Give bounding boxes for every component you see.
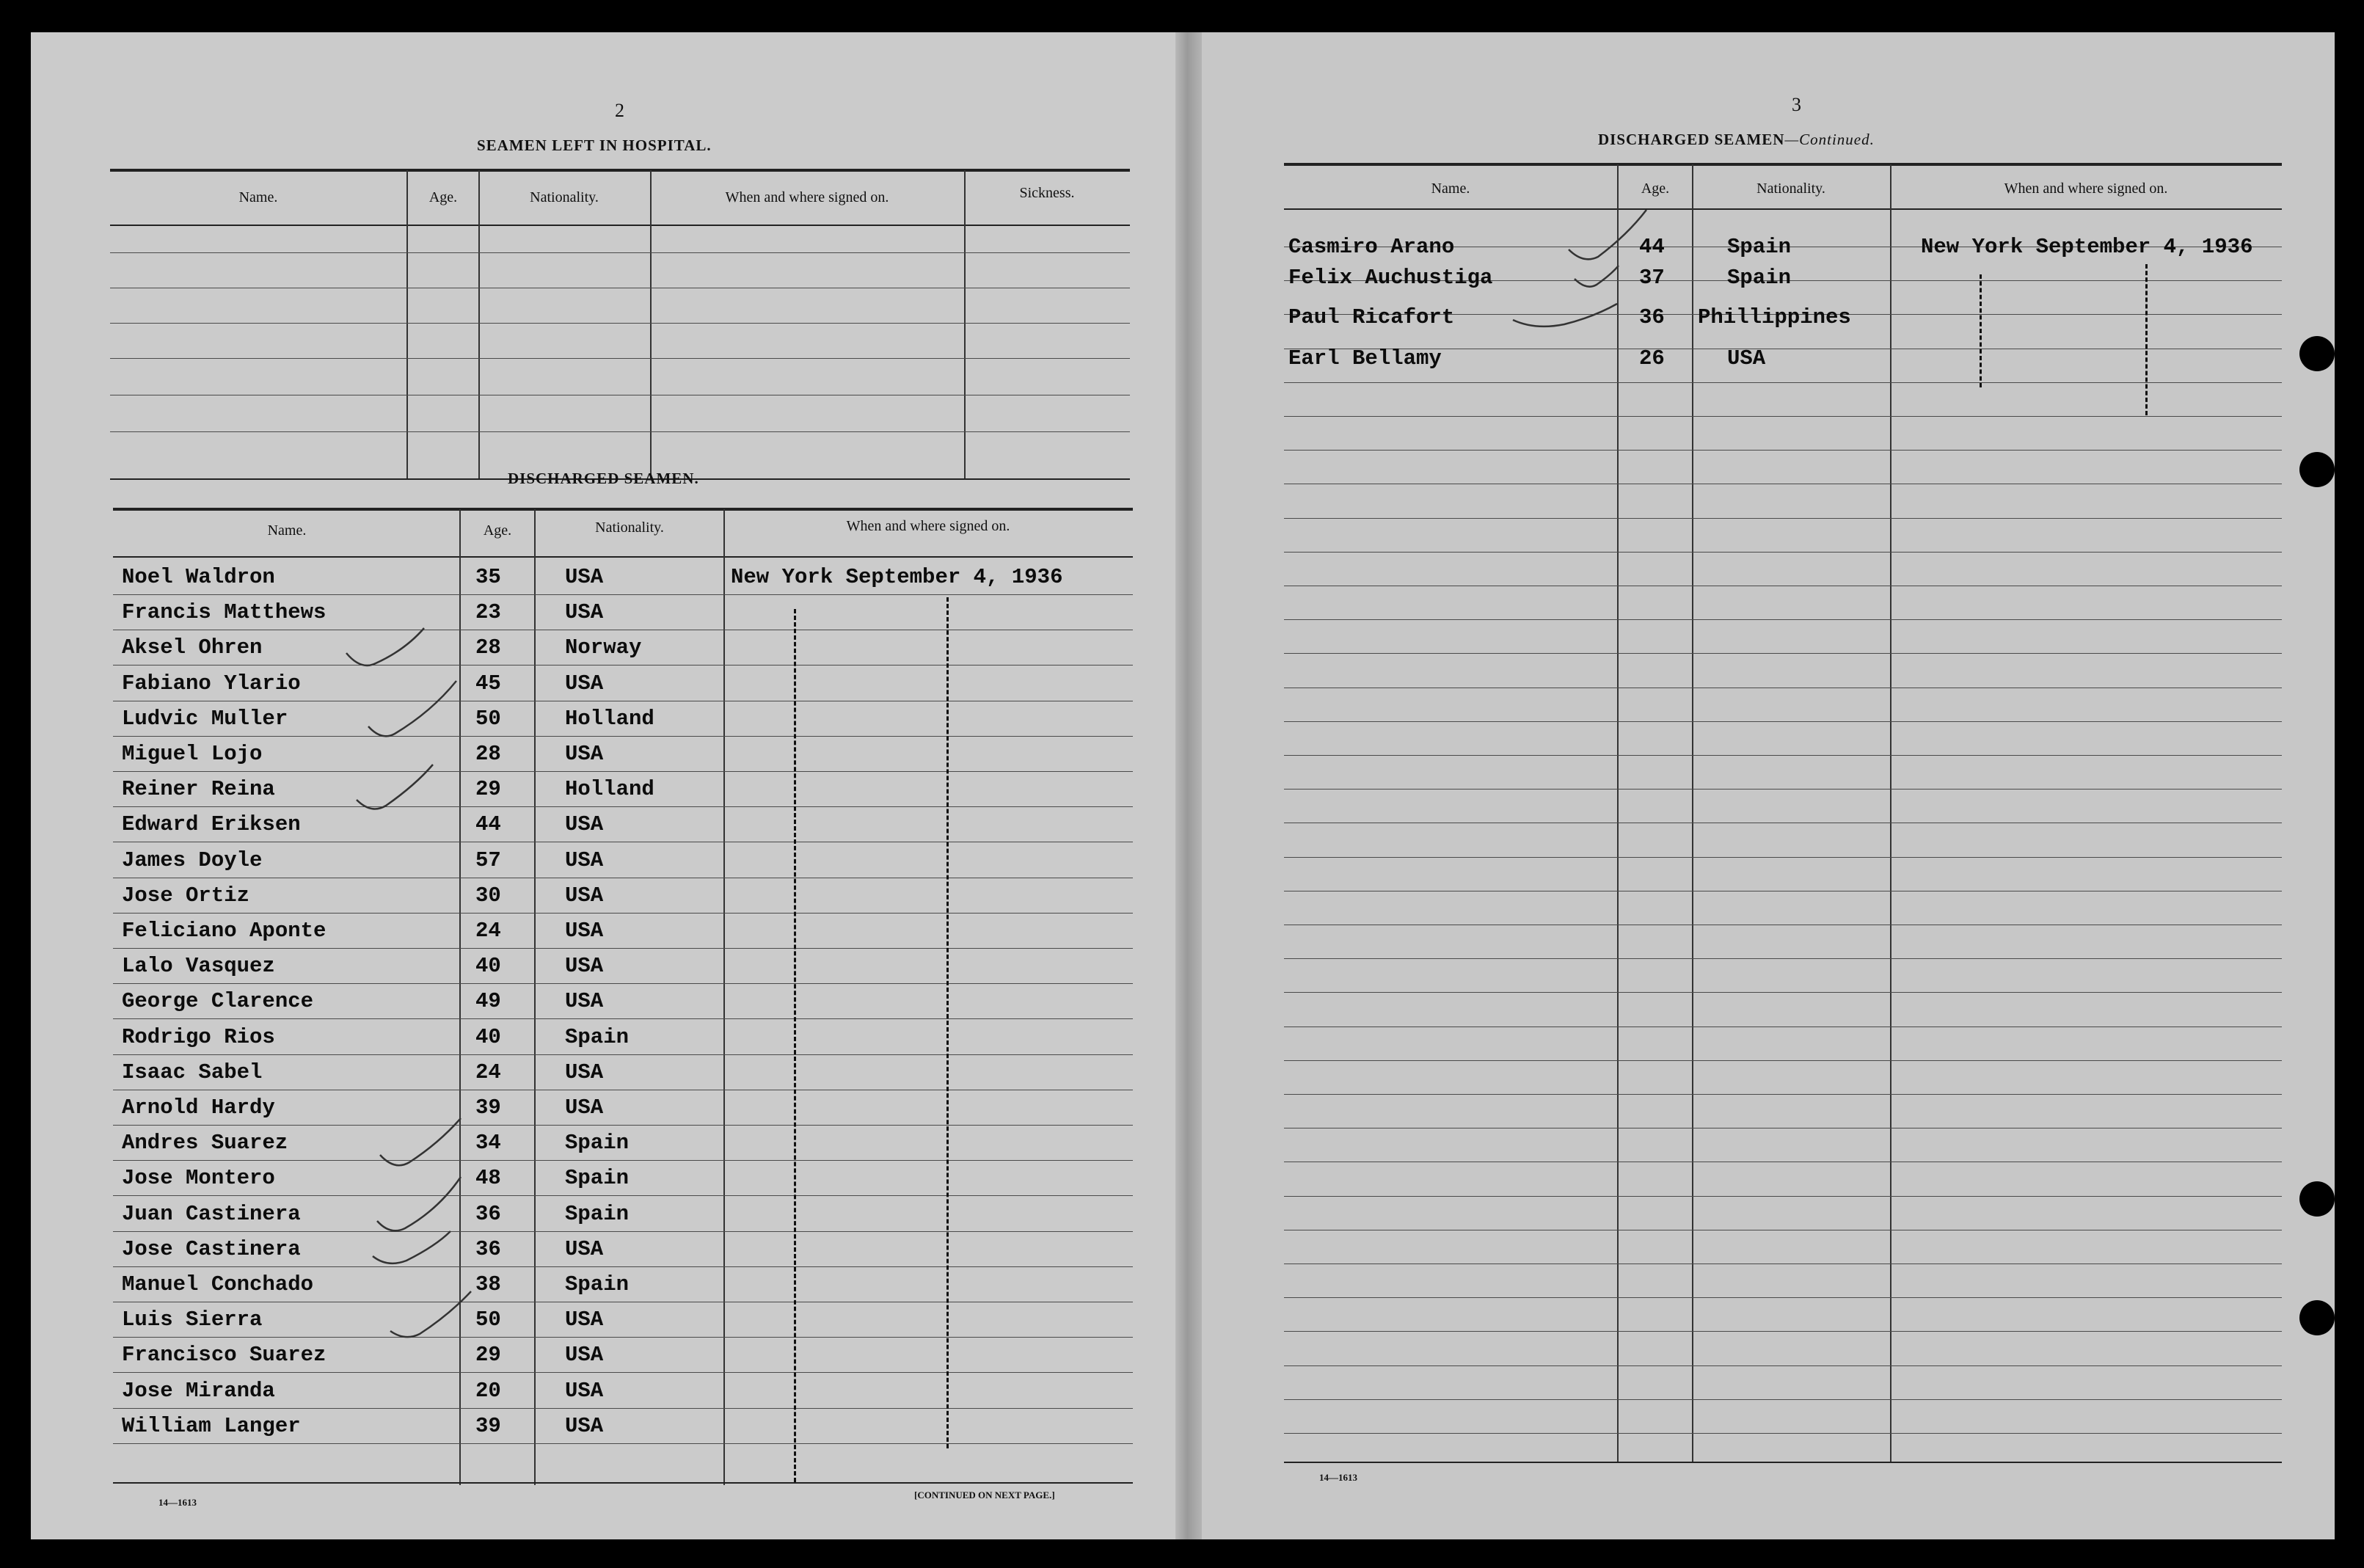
seaman-nationality: USA bbox=[565, 883, 604, 908]
discharged-col-name: Name. bbox=[267, 522, 307, 539]
seaman-age: 29 bbox=[475, 777, 501, 801]
seaman-age: 35 bbox=[475, 565, 501, 589]
seaman-name: Felix Auchustiga bbox=[1288, 266, 1493, 290]
seaman-name: Andres Suarez bbox=[122, 1131, 288, 1155]
hospital-col-sickness: Sickness. bbox=[1019, 185, 1075, 201]
hospital-section-title: SEAMEN LEFT IN HOSPITAL. bbox=[477, 136, 712, 154]
seaman-name: George Clarence bbox=[122, 989, 314, 1013]
seaman-name: Arnold Hardy bbox=[122, 1095, 275, 1120]
right-page-number: 3 bbox=[1792, 94, 1801, 115]
binder-hole bbox=[2299, 1181, 2335, 1217]
seaman-nationality: USA bbox=[565, 848, 604, 872]
seaman-age: 39 bbox=[475, 1414, 501, 1438]
right-form-number: 14—1613 bbox=[1319, 1472, 1357, 1483]
seaman-nationality: USA bbox=[565, 1379, 604, 1403]
seaman-name: Aksel Ohren bbox=[122, 635, 263, 660]
seaman-age: 39 bbox=[475, 1095, 501, 1120]
signed-on-entry: New York September 4, 1936 bbox=[731, 565, 1063, 589]
seaman-name: Francisco Suarez bbox=[122, 1343, 326, 1367]
seaman-nationality: Spain bbox=[1727, 266, 1792, 290]
right-col-nationality: Nationality. bbox=[1756, 180, 1825, 197]
seaman-name: Jose Castinera bbox=[122, 1237, 301, 1261]
seaman-age: 45 bbox=[475, 671, 501, 696]
seaman-name: Paul Ricafort bbox=[1288, 305, 1455, 329]
right-col-age: Age. bbox=[1641, 180, 1670, 197]
seaman-age: 50 bbox=[475, 1308, 501, 1332]
seaman-nationality: Spain bbox=[565, 1166, 630, 1190]
seaman-name: James Doyle bbox=[122, 848, 263, 872]
seaman-nationality: Holland bbox=[565, 777, 654, 801]
seaman-age: 26 bbox=[1639, 346, 1665, 371]
seaman-age: 44 bbox=[475, 812, 501, 836]
seaman-age: 23 bbox=[475, 600, 501, 624]
right-page bbox=[1202, 32, 2335, 1539]
left-page-number: 2 bbox=[615, 100, 624, 121]
seaman-nationality: Holland bbox=[565, 707, 654, 731]
seaman-nationality: USA bbox=[565, 954, 604, 978]
right-signed-on-entry: New York September 4, 1936 bbox=[1921, 235, 2253, 259]
seaman-name: Earl Bellamy bbox=[1288, 346, 1442, 371]
seaman-nationality: USA bbox=[565, 671, 604, 696]
hospital-col-name: Name. bbox=[238, 189, 278, 205]
seaman-age: 20 bbox=[475, 1379, 501, 1403]
seaman-age: 36 bbox=[475, 1202, 501, 1226]
seaman-age: 57 bbox=[475, 848, 501, 872]
seaman-nationality: USA bbox=[565, 1060, 604, 1084]
seaman-name: Rodrigo Rios bbox=[122, 1025, 275, 1049]
seaman-age: 49 bbox=[475, 989, 501, 1013]
seaman-age: 40 bbox=[475, 1025, 501, 1049]
discharged-col-age: Age. bbox=[483, 522, 512, 539]
seaman-nationality: USA bbox=[565, 1414, 604, 1438]
right-col-signed-on: When and where signed on. bbox=[2004, 180, 2168, 197]
seaman-age: 28 bbox=[475, 742, 501, 766]
manifest-sheet bbox=[31, 32, 2335, 1539]
seaman-nationality: USA bbox=[565, 989, 604, 1013]
discharged-col-signed-on: When and where signed on. bbox=[846, 518, 1010, 534]
seaman-nationality: USA bbox=[565, 1237, 604, 1261]
binder-hole bbox=[2299, 336, 2335, 371]
seaman-name: Feliciano Aponte bbox=[122, 919, 326, 943]
seaman-name: Edward Eriksen bbox=[122, 812, 301, 836]
seaman-nationality: Spain bbox=[565, 1272, 630, 1297]
seaman-name: Noel Waldron bbox=[122, 565, 275, 589]
seaman-nationality: Spain bbox=[1727, 235, 1792, 259]
right-section-title-text: DISCHARGED SEAMEN bbox=[1598, 131, 1785, 148]
seaman-age: 36 bbox=[1639, 305, 1665, 329]
seaman-nationality: Spain bbox=[565, 1025, 630, 1049]
seaman-name: Ludvic Muller bbox=[122, 707, 288, 731]
seaman-nationality: Phillippines bbox=[1698, 305, 1851, 329]
right-section-title-suffix: —Continued. bbox=[1784, 131, 1875, 148]
seaman-nationality: USA bbox=[565, 1343, 604, 1367]
seaman-nationality: USA bbox=[565, 919, 604, 943]
seaman-nationality: Spain bbox=[565, 1131, 630, 1155]
seaman-age: 44 bbox=[1639, 235, 1665, 259]
seaman-age: 29 bbox=[475, 1343, 501, 1367]
seaman-name: Reiner Reina bbox=[122, 777, 275, 801]
seaman-age: 34 bbox=[475, 1131, 501, 1155]
left-page bbox=[31, 32, 1175, 1539]
seaman-name: Francis Matthews bbox=[122, 600, 326, 624]
seaman-age: 30 bbox=[475, 883, 501, 908]
hospital-col-age: Age. bbox=[428, 189, 458, 205]
seaman-age: 24 bbox=[475, 919, 501, 943]
left-form-number: 14—1613 bbox=[158, 1497, 197, 1508]
seaman-nationality: USA bbox=[565, 812, 604, 836]
seaman-nationality: Spain bbox=[565, 1202, 630, 1226]
seaman-nationality: USA bbox=[565, 600, 604, 624]
seaman-nationality: USA bbox=[565, 1308, 604, 1332]
hospital-col-nationality: Nationality. bbox=[530, 189, 599, 205]
right-col-name: Name. bbox=[1431, 180, 1470, 197]
binder-hole bbox=[2299, 452, 2335, 487]
right-check-marks bbox=[1202, 32, 2335, 1539]
seaman-age: 28 bbox=[475, 635, 501, 660]
seaman-name: Manuel Conchado bbox=[122, 1272, 314, 1297]
seaman-name: Jose Miranda bbox=[122, 1379, 275, 1403]
seaman-name: Fabiano Ylario bbox=[122, 671, 301, 696]
continued-note: [CONTINUED ON NEXT PAGE.] bbox=[914, 1489, 1055, 1500]
seaman-nationality: USA bbox=[1727, 346, 1766, 371]
seaman-name: William Langer bbox=[122, 1414, 301, 1438]
seaman-name: Casmiro Arano bbox=[1288, 235, 1455, 259]
discharged-section-title: DISCHARGED SEAMEN. bbox=[508, 470, 699, 487]
seaman-age: 40 bbox=[475, 954, 501, 978]
hospital-col-signed-on: When and where signed on. bbox=[725, 189, 889, 205]
seaman-age: 48 bbox=[475, 1166, 501, 1190]
seaman-name: Miguel Lojo bbox=[122, 742, 263, 766]
seaman-name: Jose Ortiz bbox=[122, 883, 250, 908]
page-fold bbox=[1175, 32, 1202, 1539]
seaman-name: Juan Castinera bbox=[122, 1202, 301, 1226]
seaman-nationality: Norway bbox=[565, 635, 642, 660]
discharged-col-nationality: Nationality. bbox=[595, 519, 664, 536]
seaman-name: Luis Sierra bbox=[122, 1308, 263, 1332]
seaman-name: Lalo Vasquez bbox=[122, 954, 275, 978]
seaman-name: Isaac Sabel bbox=[122, 1060, 263, 1084]
seaman-name: Jose Montero bbox=[122, 1166, 275, 1190]
seaman-nationality: USA bbox=[565, 742, 604, 766]
seaman-nationality: USA bbox=[565, 1095, 604, 1120]
check-marks bbox=[31, 32, 1175, 1539]
seaman-age: 37 bbox=[1639, 266, 1665, 290]
seaman-age: 50 bbox=[475, 707, 501, 731]
seaman-age: 38 bbox=[475, 1272, 501, 1297]
seaman-age: 24 bbox=[475, 1060, 501, 1084]
seaman-age: 36 bbox=[475, 1237, 501, 1261]
binder-hole bbox=[2299, 1300, 2335, 1335]
seaman-nationality: USA bbox=[565, 565, 604, 589]
